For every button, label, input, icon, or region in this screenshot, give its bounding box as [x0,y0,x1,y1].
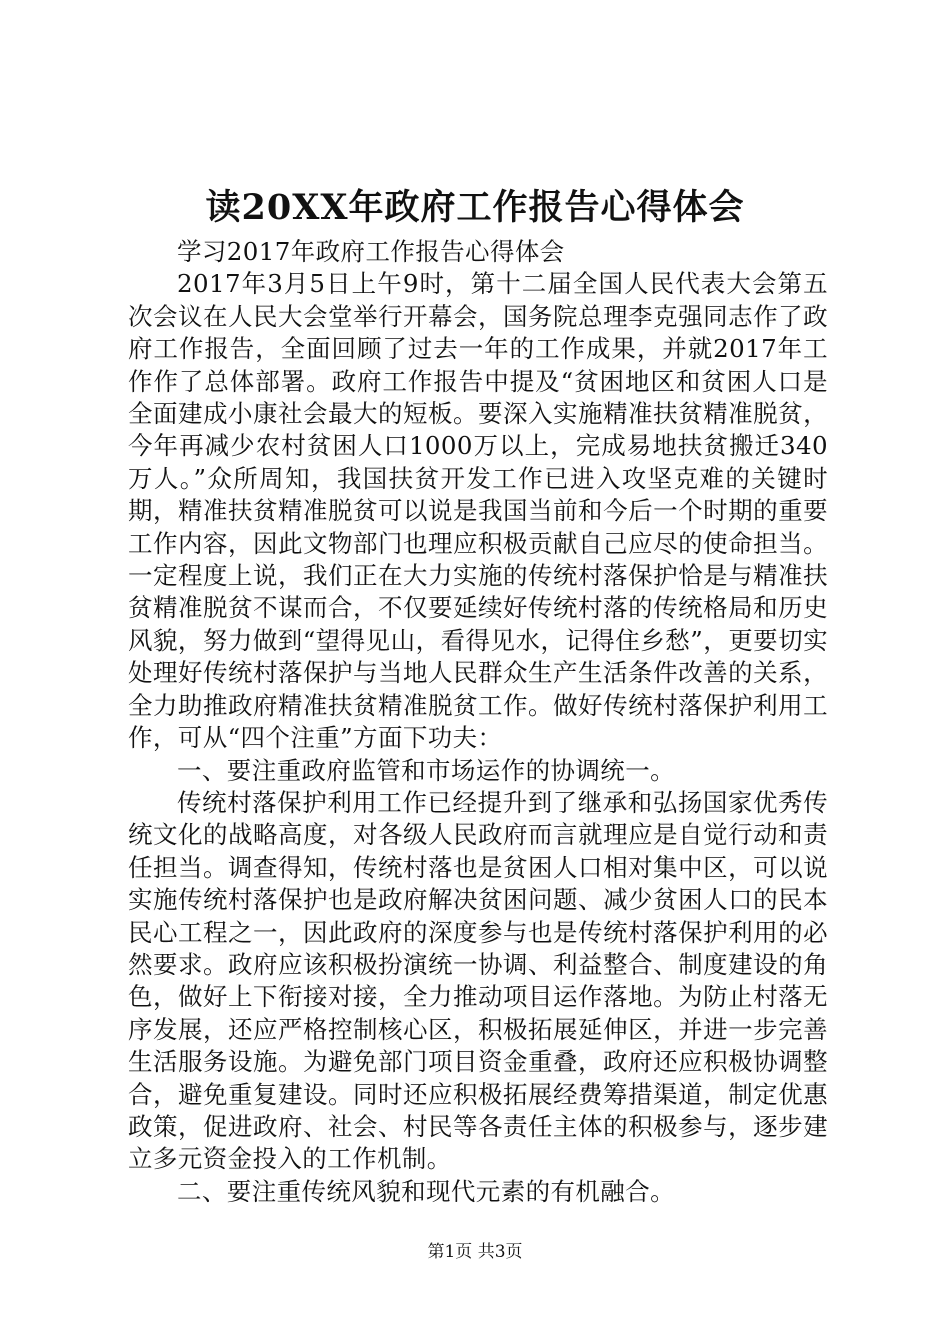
document-body [128,236,828,1208]
section-heading: 一、要注重政府监管和市场运作的协调统一。 [177,755,675,785]
section-heading: 二、要注重传统风貌和现代元素的有机融合。 [177,1176,675,1206]
body-paragraph: 传统村落保护利用工作已经提升到了继承和弘扬国家优秀传统文化的战略高度，对各级人民政府而言就理应是自觉行动和责任担当。调查得知，传统村落也是贫困人口相对集中区，可以说实施传统村落保护也是政府解决贫困问题、减少贫困人口的民本民心工程之一，因此政府的深度参与也是传统村落保护利用的必然要求。政府应该积极扮演统一协调、利益整合、制度建设的角色，做好上下衔接对接，全力推动项目运作落地。为防止村落无序发展，还应严格控制核心区，积极拓展延伸区，并进一步完善生活服务设施。为避免部门项目资金重叠，政府还应积极协调整合，避免重复建设。同时还应积极拓展经费筹措渠道，制定优惠政策，促进政府、社会、村民等各责任主体的积极参与，逐步建立多元资金投入的工作机制。 [128,787,828,1174]
page-number-footer: 第1页 共3页 [427,1242,523,1262]
subtitle-paragraph: 学习2017年政府工作报告心得体会 [177,237,565,266]
body-paragraph: 2017年3月5日上午9时，第十二届全国人民代表大会第五次会议在人民大会堂举行开幕会，国务院总理李克强同志作了政府工作报告，全面回顾了过去一年的工作成果，并就2017年工作作了总体部署。政府工作报告中提及“贫困地区和贫困人口是全面建成小康社会最大的短板。要深入实施精准扶贫精准脱贫，今年再减少农村贫困人口1000万以上，完成易地扶贫搬迁340万人。”众所周知，我国扶贫开发工作已进入攻坚克难的关键时期，精准扶贫精准脱贫可以说是我国当前和今后一个时期的重要工作内容，因此文物部门也理应积极贡献自己应尽的使命担当。一定程度上说，我们正在大力实施的传统村落保护恰是与精准扶贫精准脱贫不谋而合，不仅要延续好传统村落的传统格局和历史风貌，努力做到“望得见山，看得见水，记得住乡愁”，更要切实处理好传统村落保护与当地人民群众生产生活条件改善的关系，全力助推政府精准扶贫精准脱贫工作。做好传统村落保护利用工作，可从“四个注重”方面下功夫： [128,269,828,753]
document-title: 读20XX年政府工作报告心得体会 [205,187,745,228]
